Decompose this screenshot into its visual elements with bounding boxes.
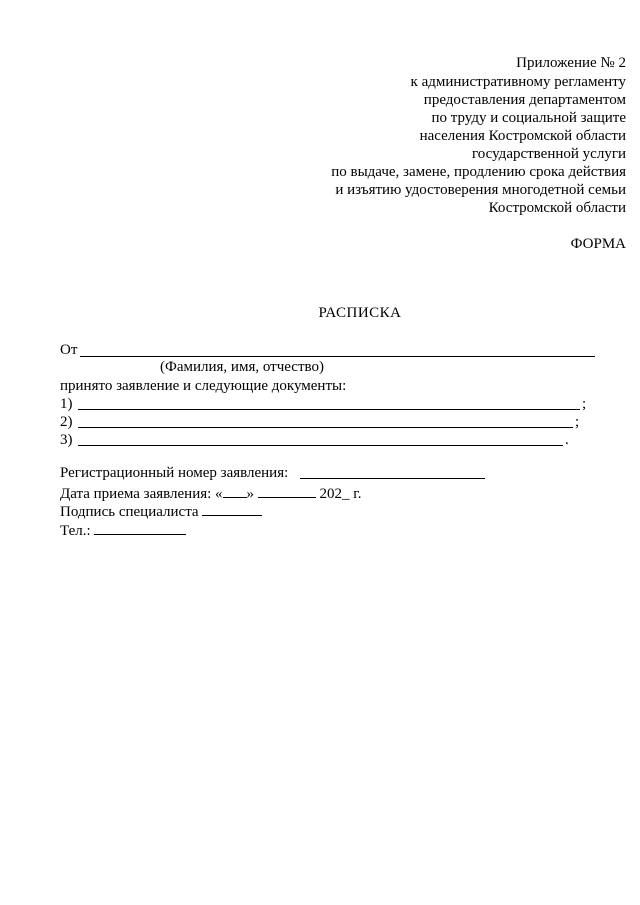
document-2-end: ; xyxy=(575,414,580,430)
header-line: к административному регламенту xyxy=(410,74,626,90)
from-label: От xyxy=(60,342,78,358)
header-line: и изъятию удостоверения многодетной семьи xyxy=(335,182,626,198)
date-label: Дата приема заявления: « xyxy=(60,486,223,502)
document-3-end: . xyxy=(565,432,569,448)
header-line: предоставления департаментом xyxy=(423,92,626,108)
phone-field[interactable] xyxy=(94,520,186,535)
date-quote-close: » xyxy=(246,486,255,502)
from-fio-field[interactable] xyxy=(80,356,595,357)
signature-label: Подпись специалиста xyxy=(60,504,199,520)
document-1-field[interactable] xyxy=(78,409,580,410)
header-line: Костромской области xyxy=(488,200,626,216)
header-line: населения Костромской области xyxy=(419,128,626,144)
signature-row xyxy=(60,501,262,521)
date-row xyxy=(60,483,362,503)
phone-label: Тел.: xyxy=(60,523,91,539)
header-line: по выдаче, замене, продлению срока действия xyxy=(331,164,626,180)
header-line: по труду и социальной защите xyxy=(431,110,626,126)
document-2-field[interactable] xyxy=(78,427,573,428)
date-year: 202_ г. xyxy=(319,486,362,502)
document-1-number: 1) xyxy=(60,396,73,412)
reg-number-field[interactable] xyxy=(300,478,485,479)
document-title: РАСПИСКА xyxy=(318,305,402,321)
phone-row xyxy=(60,520,186,540)
signature-field[interactable] xyxy=(202,501,262,516)
document-3-field[interactable] xyxy=(78,445,563,446)
fio-hint: (Фамилия, имя, отчество) xyxy=(160,359,324,375)
date-day-field[interactable] xyxy=(223,483,247,498)
accepted-text: принято заявление и следующие документы: xyxy=(60,378,347,394)
reg-number-label: Регистрационный номер заявления: xyxy=(60,465,289,481)
header-line: государственной услуги xyxy=(472,146,626,162)
document-3-number: 3) xyxy=(60,432,73,448)
document-1-end: ; xyxy=(582,396,587,412)
appendix-number: Приложение № 2 xyxy=(516,55,626,71)
document-2-number: 2) xyxy=(60,414,73,430)
date-month-field[interactable] xyxy=(258,483,316,498)
form-label: ФОРМА xyxy=(570,236,626,252)
